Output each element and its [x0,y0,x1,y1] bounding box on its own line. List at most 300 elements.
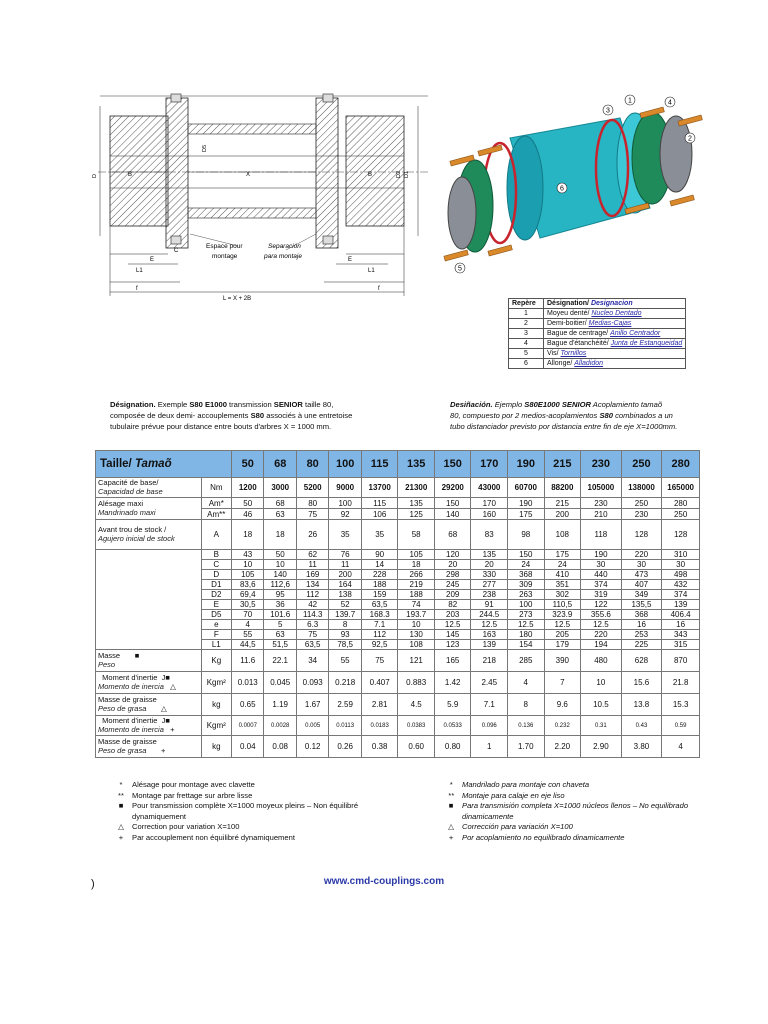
unit-cell: A [201,520,231,550]
size-header: 135 [398,451,435,478]
value-cell: 16 [621,620,662,630]
note-text: Montage par frettage sur arbre lisse [132,790,253,800]
note-text: Por acoplamiento no equilibrado dinamicamente [462,832,625,842]
svg-text:montage: montage [212,253,238,260]
value-cell: 180 [508,630,545,640]
parts-num: 1 [509,309,544,319]
value-cell: 83,6 [232,580,264,590]
value-cell: 203 [434,610,471,620]
note-item [110,791,400,802]
value-cell: 250 [662,509,700,520]
value-cell: 5 [264,620,296,630]
value-cell: 75 [296,509,328,520]
svg-text:E: E [348,257,353,263]
note-marker: * [119,780,123,789]
note-marker: ■ [448,801,454,810]
website-url[interactable]: www.cmd-couplings.com [323,876,445,887]
parts-legend-header [509,299,686,309]
value-cell: 480 [581,650,622,672]
value-cell: 3.80 [621,736,662,758]
value-cell: 0.0183 [361,716,398,736]
value-cell: 135,5 [621,600,662,610]
value-cell: 190 [581,550,622,560]
value-cell: 12.5 [544,620,581,630]
parts-designation: Vis/ Tornillos [544,349,686,359]
value-cell: 115 [361,498,398,509]
value-cell: 100 [329,498,361,509]
value-cell: 112 [296,590,328,600]
value-cell: 4 [662,736,700,758]
note-item [110,822,400,833]
note-marker: + [118,832,124,842]
value-cell: 5.9 [434,694,471,716]
value-cell: 188 [398,590,435,600]
value-cell: 220 [621,550,662,560]
value-cell: 0.38 [361,736,398,758]
value-cell: 194 [581,640,622,650]
value-cell: 138000 [621,478,662,498]
parts-designation: Demi-boitier/ Medias-Cajas [544,319,686,329]
value-cell: 266 [398,570,435,580]
value-cell: 15.3 [662,694,700,716]
inertie-row [96,672,700,694]
designation-fr: Désignation. Exemple S80 E1000 transmission SENIOR taille 80, composée de deux demi- accouplements S80 associés à une entretoise tubulaire prévue pour distance entre bouts d'arbres X = 1000 mm. [110,400,353,431]
value-cell: 410 [544,570,581,580]
value-cell: 51,5 [264,640,296,650]
value-cell: 170 [471,498,508,509]
value-cell: 323.9 [544,610,581,620]
note-marker: ■ [118,801,124,810]
dimension-key: E [201,600,231,610]
value-cell: 106 [361,509,398,520]
value-cell: 35 [329,520,361,550]
note-text: Correction pour variation X=100 [132,822,240,831]
alesage-label: Alésage maxi Mandrinado maxi [96,498,202,520]
value-cell: 22.1 [264,650,296,672]
value-cell: 163 [471,630,508,640]
value-cell: 285 [508,650,545,672]
value-cell: 407 [621,580,662,590]
note-item [440,780,720,791]
parts-num: 5 [509,349,544,359]
notes-es [440,780,720,843]
value-cell: 52 [329,600,361,610]
value-cell: 0.096 [471,716,508,736]
value-cell: 0.43 [621,716,662,736]
value-cell: 121 [398,650,435,672]
value-cell: 95 [264,590,296,600]
unit-cell: kg [201,694,231,716]
value-cell: 1.42 [434,672,471,694]
svg-text:L1: L1 [368,268,375,274]
value-cell: 139 [471,640,508,650]
svg-text:para montaje: para montaje [264,253,302,260]
value-cell: 101.6 [264,610,296,620]
dimension-key: D2 [201,590,231,600]
value-cell: 160 [471,509,508,520]
value-cell: 29200 [434,478,471,498]
avant-label: Avant trou de stock / Agujero inicial de stock [96,520,202,550]
value-cell: 140 [264,570,296,580]
note-text: Mandrilado para montaje con chaveta [462,780,590,789]
value-cell: 200 [329,570,361,580]
dimension-key: D [201,570,231,580]
value-cell: 168.3 [361,610,398,620]
svg-text:E: E [150,257,155,263]
value-cell: 138 [329,590,361,600]
value-cell: 209 [434,590,471,600]
value-cell: 0.60 [398,736,435,758]
value-cell: 42 [296,600,328,610]
value-cell: 0.883 [398,672,435,694]
value-cell: 92 [329,509,361,520]
value-cell: 7 [544,672,581,694]
value-cell: 473 [621,570,662,580]
dimension-key: C [201,560,231,570]
value-cell: 280 [662,498,700,509]
svg-text:D5: D5 [202,144,208,152]
value-cell: 10 [581,672,622,694]
avant-row [96,520,700,550]
graisse-row [96,694,700,716]
svg-text:3: 3 [606,107,610,115]
value-cell: 0.407 [361,672,398,694]
value-cell: 0.0113 [329,716,361,736]
value-cell: 135 [471,550,508,560]
value-cell: 368 [508,570,545,580]
inertie-label: Moment d'inertie J■ Momento de inercia △ [96,672,202,694]
svg-text:B: B [128,172,133,178]
value-cell: 165 [434,650,471,672]
dimension-key: F [201,630,231,640]
alesage-row-1 [96,498,700,509]
value-cell: 35 [361,520,398,550]
value-cell: 309 [508,580,545,590]
svg-text:C: C [174,248,179,254]
value-cell: 0.0533 [434,716,471,736]
parts-designation: Allonge/ Alladidon [544,359,686,369]
value-cell: 120 [434,550,471,560]
svg-text:5: 5 [458,265,462,273]
value-cell: 134 [296,580,328,590]
value-cell: 175 [508,509,545,520]
value-cell: 63,5 [361,600,398,610]
size-header: 50 [232,451,264,478]
value-cell: 0.65 [232,694,264,716]
dimension-key: D1 [201,580,231,590]
value-cell: 13.8 [621,694,662,716]
value-cell: 150 [434,498,471,509]
value-cell: 1 [471,736,508,758]
svg-text:X: X [246,172,251,178]
value-cell: 0.0028 [264,716,296,736]
parts-designation: Bague de centrage/ Anillo Centrador [544,329,686,339]
value-cell: 250 [621,498,662,509]
unit-cell: Kgm² [201,716,231,736]
unit-cell: kg [201,736,231,758]
note-marker: ** [448,790,454,800]
value-cell: 12.5 [508,620,545,630]
value-cell: 58 [398,520,435,550]
value-cell: 0.005 [296,716,328,736]
svg-text:Espace pour: Espace pour [206,243,243,250]
value-cell: 24 [544,560,581,570]
value-cell: 139.7 [329,610,361,620]
parts-designation: Moyeu denté/ Nucleo Dentado [544,309,686,319]
value-cell: 12.5 [471,620,508,630]
graisse-label: Masse de graisse Peso de grasa △ [96,694,202,716]
value-cell: 83 [471,520,508,550]
value-cell: 80 [296,498,328,509]
value-cell: 2.90 [581,736,622,758]
value-cell: 78,5 [329,640,361,650]
value-cell: 150 [508,550,545,560]
parts-designation: Bague d'étanchéité/ Junta de Estanqueidad [544,339,686,349]
parts-row [509,349,686,359]
value-cell: 55 [329,650,361,672]
value-cell: 140 [434,509,471,520]
value-cell: 0.013 [232,672,264,694]
value-cell: 277 [471,580,508,590]
value-cell: 12.5 [434,620,471,630]
value-cell: 245 [434,580,471,590]
svg-text:6: 6 [560,185,564,193]
svg-text:1: 1 [628,97,632,105]
note-item [440,801,720,822]
svg-text:D1: D1 [404,170,410,178]
value-cell: 145 [434,630,471,640]
value-cell: 63 [264,509,296,520]
value-cell: 92,5 [361,640,398,650]
parts-num: 3 [509,329,544,339]
dimension-key: B [201,550,231,560]
value-cell: 244.5 [471,610,508,620]
value-cell: 165000 [662,478,700,498]
parts-row [509,309,686,319]
value-cell: 0.04 [232,736,264,758]
size-header: 80 [296,451,328,478]
value-cell: 91 [471,600,508,610]
value-cell: 0.08 [264,736,296,758]
value-cell: 128 [621,520,662,550]
unit-cell: Nm [201,478,231,498]
value-cell: 175 [544,550,581,560]
value-cell: 298 [434,570,471,580]
value-cell: 319 [581,590,622,600]
value-cell: 273 [508,610,545,620]
value-cell: 2.20 [544,736,581,758]
value-cell: 30,5 [232,600,264,610]
value-cell: 10 [264,560,296,570]
parts-legend-table [508,298,686,369]
value-cell: 123 [434,640,471,650]
value-cell: 351 [544,580,581,590]
value-cell: 24 [508,560,545,570]
value-cell: 108 [544,520,581,550]
parts-header-designation: Désignation/ Designacion [544,299,686,309]
value-cell: 1.67 [296,694,328,716]
value-cell: 302 [544,590,581,600]
value-cell: 374 [662,590,700,600]
value-cell: 44,5 [232,640,264,650]
value-cell: 0.232 [544,716,581,736]
parts-row [509,319,686,329]
value-cell: 105000 [581,478,622,498]
note-text: Par accouplement non équilibré dynamiquement [132,832,295,842]
value-cell: 112 [361,630,398,640]
value-cell: 440 [581,570,622,580]
value-cell: 0.59 [662,716,700,736]
value-cell: 2.81 [361,694,398,716]
value-cell: 220 [581,630,622,640]
masse-row [96,650,700,672]
note-marker: ** [118,790,124,800]
size-header: 215 [544,451,581,478]
value-cell: 0.26 [329,736,361,758]
value-cell: 330 [471,570,508,580]
dimension-key: D5 [201,610,231,620]
value-cell: 43000 [471,478,508,498]
value-cell: 0.12 [296,736,328,758]
value-cell: 310 [662,550,700,560]
note-text: Montaje para calaje en eje liso [462,790,565,800]
unit-cell: Kg [201,650,231,672]
value-cell: 2.45 [471,672,508,694]
parts-num: 2 [509,319,544,329]
value-cell: 10.5 [581,694,622,716]
value-cell: 74 [398,600,435,610]
unit-cell: Am** [201,509,231,520]
value-cell: 218 [471,650,508,672]
value-cell: 118 [581,520,622,550]
value-cell: 11 [329,560,361,570]
graisse2-label: Masse de graisse Peso de grasa + [96,736,202,758]
value-cell: 122 [581,600,622,610]
value-cell: 14 [361,560,398,570]
value-cell: 105 [398,550,435,560]
note-item [440,833,720,844]
value-cell: 125 [398,509,435,520]
size-header: 190 [508,451,545,478]
parts-num: 6 [509,359,544,369]
value-cell: 88200 [544,478,581,498]
note-text: Para transmisión completa X=1000 núcleos llenos – No equilibrado dinamicamente [462,801,689,821]
size-header-row [96,451,700,478]
dimension-row [96,550,700,560]
parts-row [509,359,686,369]
parts-header-num: Repère [509,299,544,309]
value-cell: 0.0383 [398,716,435,736]
value-cell: 68 [434,520,471,550]
value-cell: 18 [232,520,264,550]
note-marker: * [449,780,453,789]
value-cell: 9000 [329,478,361,498]
unit-cell: Am* [201,498,231,509]
value-cell: 13700 [361,478,398,498]
value-cell: 3000 [264,478,296,498]
value-cell: 343 [662,630,700,640]
value-cell: 1200 [232,478,264,498]
value-cell: 4.5 [398,694,435,716]
note-text: Pour transmission complète X=1000 moyeux pleins – Non équilibré dynamiquement [132,801,359,821]
value-cell: 98 [508,520,545,550]
parts-row [509,339,686,349]
note-item [110,801,400,822]
value-cell: 315 [662,640,700,650]
svg-text:f: f [136,286,138,292]
value-cell: 355.6 [581,610,622,620]
value-cell: 870 [662,650,700,672]
value-cell: 68 [264,498,296,509]
value-cell: 390 [544,650,581,672]
value-cell: 228 [361,570,398,580]
value-cell: 26 [296,520,328,550]
value-cell: 10 [398,620,435,630]
dimension-key: L1 [201,640,231,650]
value-cell: 105 [232,570,264,580]
value-cell: 200 [544,509,581,520]
value-cell: 135 [398,498,435,509]
unit-cell: Kgm² [201,672,231,694]
size-header: 68 [264,451,296,478]
value-cell: 82 [434,600,471,610]
value-cell: 130 [398,630,435,640]
size-header: 150 [434,451,471,478]
note-item [110,780,400,791]
value-cell: 20 [434,560,471,570]
value-cell: 498 [662,570,700,580]
value-cell: 0.045 [264,672,296,694]
value-cell: 349 [621,590,662,600]
value-cell: 21300 [398,478,435,498]
value-cell: 76 [329,550,361,560]
size-header: 170 [471,451,508,478]
svg-text:B: B [368,172,373,178]
value-cell: 2.59 [329,694,361,716]
note-text: Corrección para variación X=100 [462,822,573,831]
note-marker: + [448,832,454,842]
value-cell: 93 [329,630,361,640]
svg-text:L = X + 2B: L = X + 2B [223,296,252,302]
value-cell: 63,5 [296,640,328,650]
svg-text:2: 2 [688,135,692,143]
value-cell: 30 [662,560,700,570]
value-cell: 90 [361,550,398,560]
inertie2-label: Moment d'inertie J■ Momento de inercia + [96,716,202,736]
value-cell: 154 [508,640,545,650]
value-cell: 190 [508,498,545,509]
value-cell: 6.3 [296,620,328,630]
parts-row [509,329,686,339]
parts-num: 4 [509,339,544,349]
value-cell: 7.1 [471,694,508,716]
value-cell: 15.6 [621,672,662,694]
dimension-label-blank [96,550,202,650]
value-cell: 108 [398,640,435,650]
value-cell: 18 [264,520,296,550]
value-cell: 230 [621,509,662,520]
size-header-label: Taille/ Tamaõ [96,451,232,478]
capacity-row [96,478,700,498]
value-cell: 164 [329,580,361,590]
value-cell: 30 [581,560,622,570]
value-cell: 110,5 [544,600,581,610]
value-cell: 215 [544,498,581,509]
value-cell: 374 [581,580,622,590]
size-header: 250 [621,451,662,478]
coupling-3d-render [440,88,704,288]
note-text: Alésage pour montage avec clavette [132,780,255,789]
